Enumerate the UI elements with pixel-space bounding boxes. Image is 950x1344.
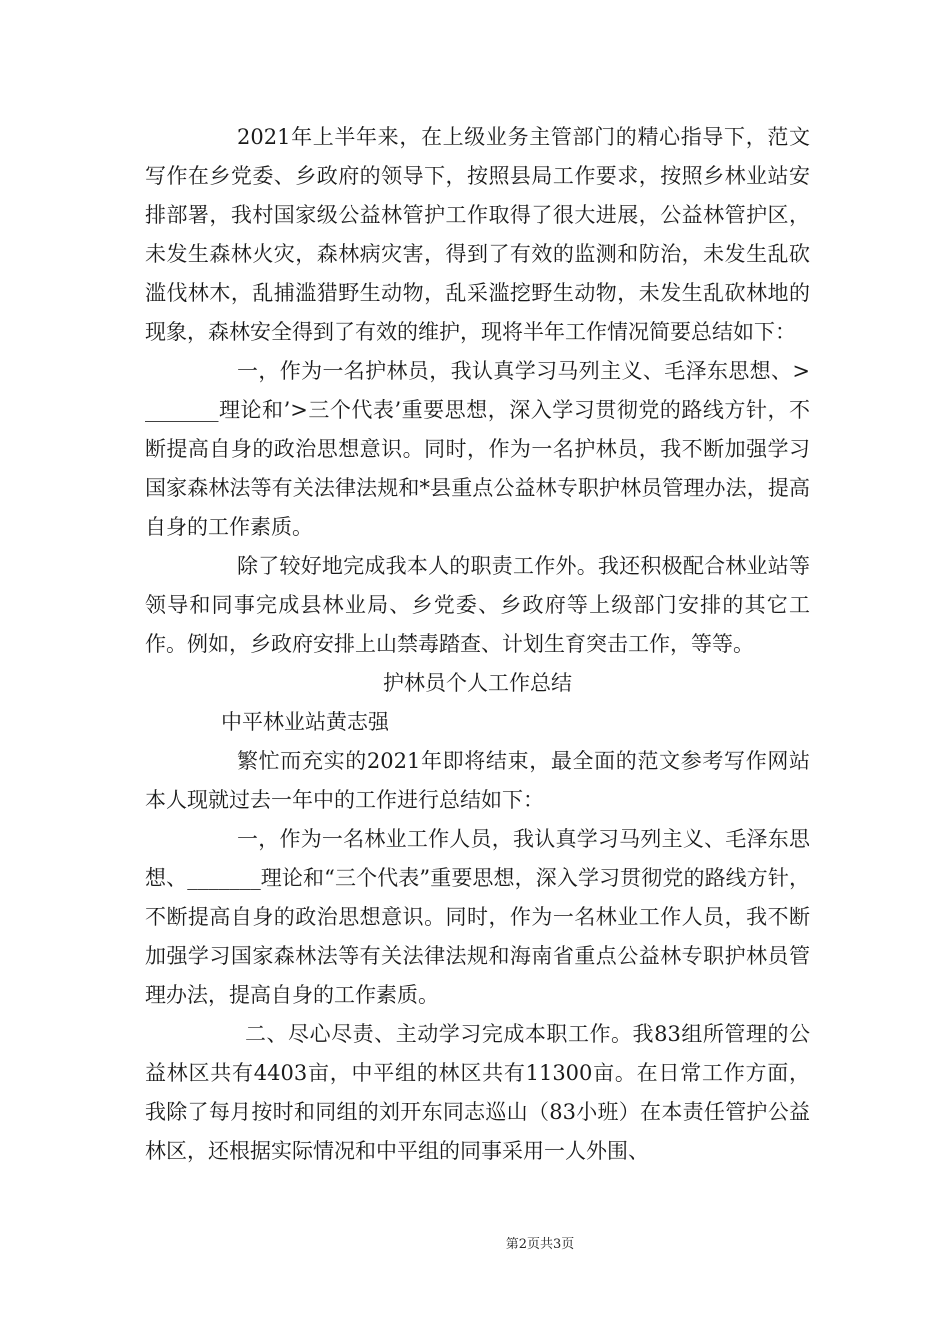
author-line: 中平林业站黄志强 [221, 710, 389, 734]
section-heading: 护林员个人工作总结 [383, 671, 572, 695]
paragraph-politics: 一，作为一名护林员，我认真学习马列主义、毛泽东思想、>_______理论和’>三个代表’重要思想，深入学习贯彻党的路线方针，不断提高自身的政治思想意识。同时，作为一名护林员，我不断加强学习国家森林法等有关法律法规和*县重点公益林专职护林员管理办法，提高自身的工作素质。 [145, 359, 810, 539]
paragraph-year-summary: 繁忙而充实的2021年即将结束，最全面的范文参考写作网站本人现就过去一年中的工作进行总结如下： [145, 749, 810, 812]
paragraph-intro: 2021年上半年来，在上级业务主管部门的精心指导下，范文写作在乡党委、乡政府的领导下，按照县局工作要求，按照乡林业站安排部署，我村国家级公益林管护工作取得了很大进展，公益林管护区，未发生森林火灾，森林病灾害，得到了有效的监测和防治，未发生乱砍滥伐林木，乱捕滥猎野生动物，乱采滥挖野生动物，未发生乱砍林地的现象，森林安全得到了有效的维护，现将半年工作情况简要总结如下： [145, 125, 810, 344]
paragraph-study: 一，作为一名林业工作人员，我认真学习马列主义、毛泽东思想、_______理论和“三个代表”重要思想，深入学习贯彻党的路线方针，不断提高自身的政治思想意识。同时，作为一名林业工作人员，我不断加强学习国家森林法等有关法律法规和海南省重点公益林专职护林员管理办法，提高自身的工作素质。 [145, 827, 810, 1007]
document-body [145, 118, 810, 1171]
paragraph-other-duties: 除了较好地完成我本人的职责工作外。我还积极配合林业站等领导和同事完成县林业局、乡党委、乡政府等上级部门安排的其它工作。例如，乡政府安排上山禁毒踏查、计划生育突击工作，等等。 [145, 554, 810, 656]
page-number-footer: 第2页共3页 [505, 1237, 575, 1252]
paragraph-duties: 二、尽心尽责、主动学习完成本职工作。我83组所管理的公益林区共有4403亩，中平组的林区共有11300亩。在日常工作方面，我除了每月按时和同组的刘开东同志巡山（83小班）在本责任管护公益林区，还根据实际情况和中平组的同事采用一人外围、 [145, 1022, 810, 1163]
